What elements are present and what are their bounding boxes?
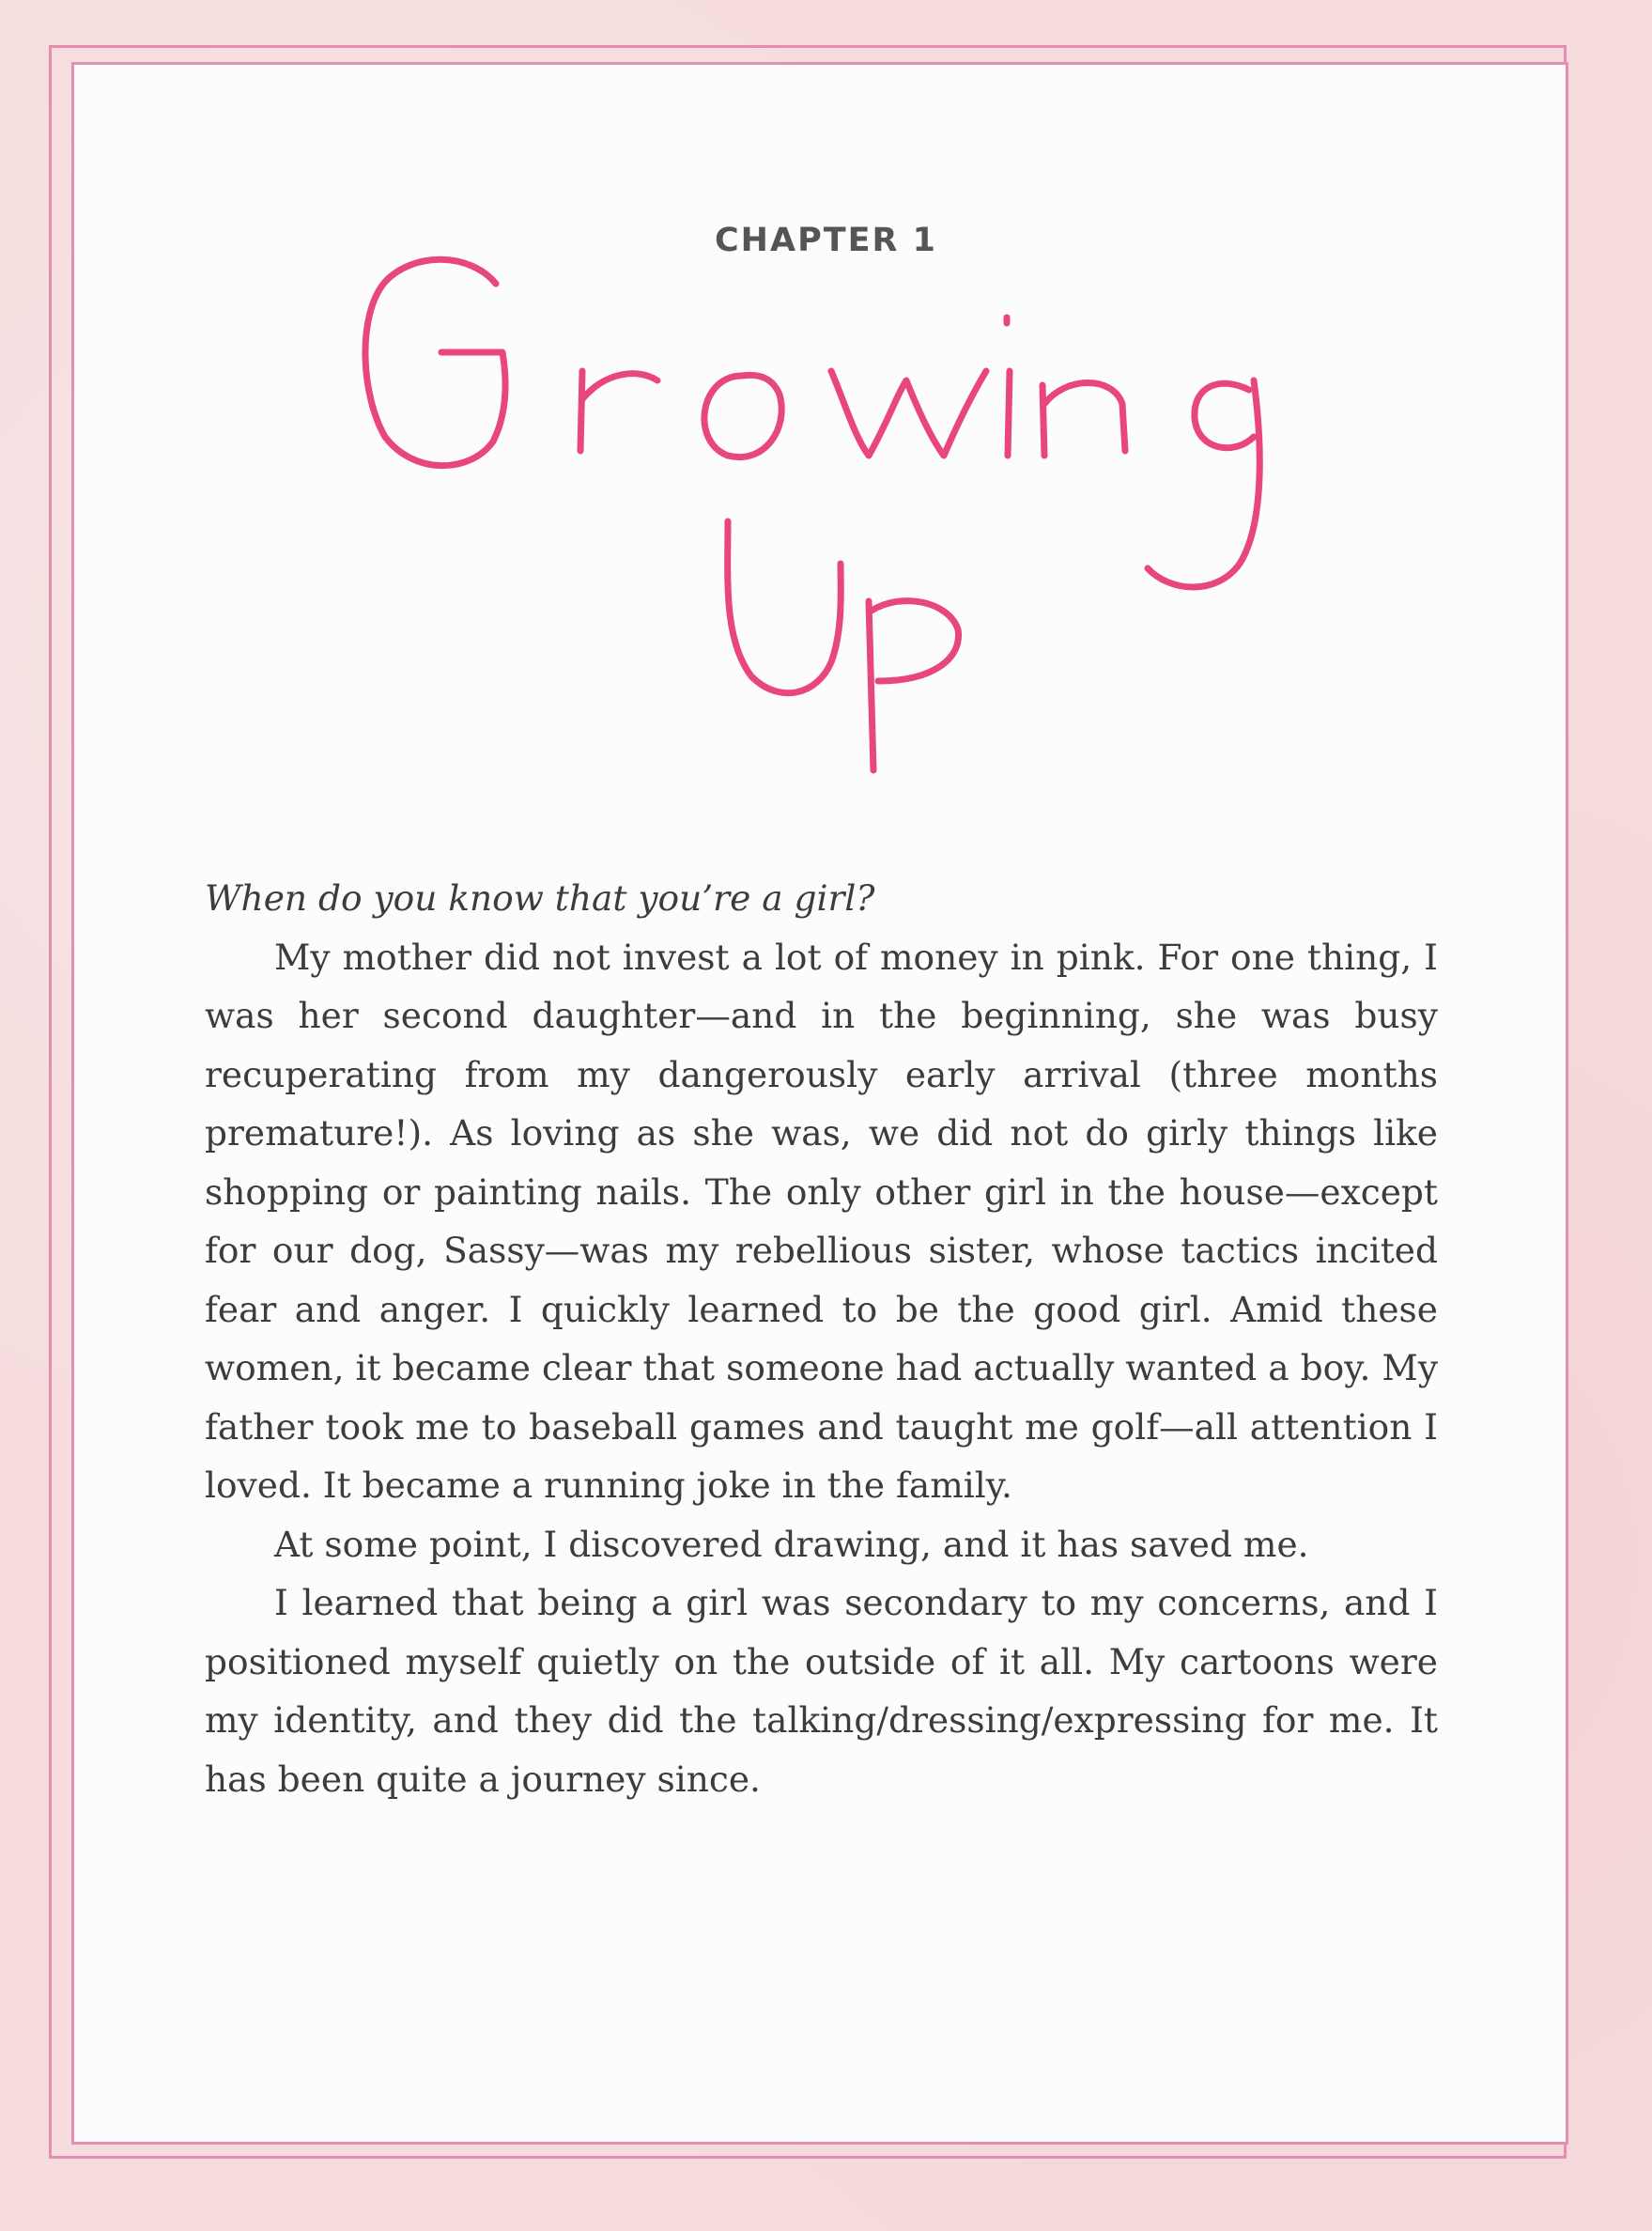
chapter-label: CHAPTER 1 [715,222,937,259]
paragraph-2: At some point, I discovered drawing, and it has saved me. [274,1523,1309,1565]
chapter-body [205,869,1438,1808]
paragraph-1: My mother did not invest a lot of money in pink. For one thing, I was her second daughter—and in the beginning, she was busy recuperating from my dangerously early arrival (three months premature!). As loving as she was, we did not do girly things like shopping or painting nails. The only other girl in the house—except for our dog, Sassy—was my rebellious sister, whose tactics incited fear and anger. I quickly learned to be the good girl. Amid these women, it became clear that someone had actually wanted a boy. My father took me to baseball games and taught me golf—all attention I loved. It became a running joke in the family. [205,936,1438,1506]
lead-question: When do you know that you’re a girl? [205,877,875,919]
paragraph-3: I learned that being a girl was secondary to my concerns, and I positioned myself quietly on the outside of it all. My cartoons were my identity, and they did the talking/dressing/expressing for me. It has been quite a journey since. [205,1582,1438,1800]
